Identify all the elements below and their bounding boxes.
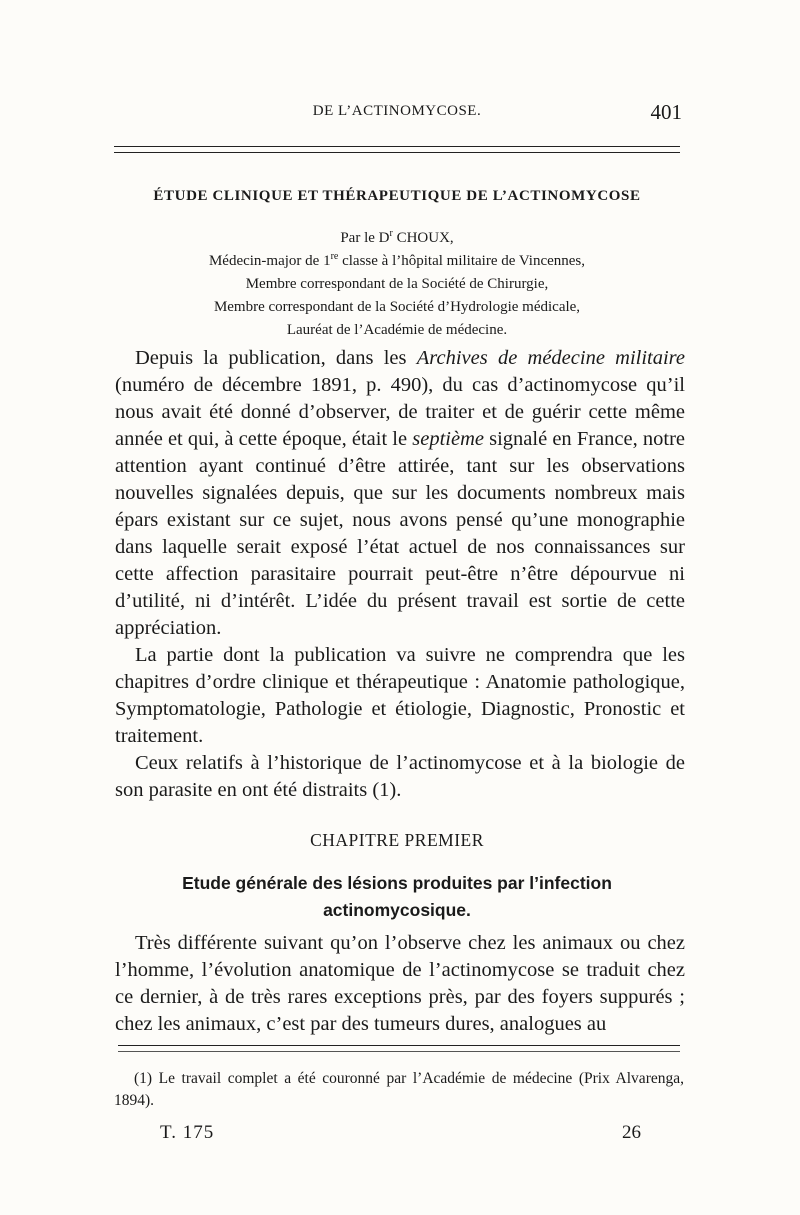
- page-number: 401: [650, 100, 682, 124]
- paragraph: Très différente suivant qu’on l’observe chez les animaux ou chez l’homme, l’évolution anatomique de l’actinomycose se traduit chez ce dernier, à de très rares exceptions près, par des foyers suppurés ; chez les animaux, c’est par des tumeurs dures, analogues au: [115, 932, 685, 1035]
- footnote-rule: [118, 1045, 680, 1046]
- intro-text: [115, 345, 685, 804]
- gathering-number: 26: [622, 1122, 641, 1143]
- paragraph: Ceux relatifs à l’historique de l’actinomycose et à la biologie de son parasite en ont été distraits (1).: [115, 752, 685, 801]
- chapter-text: [115, 930, 685, 1038]
- header-rule-bottom: [114, 152, 680, 153]
- emphasis: septième: [412, 428, 484, 450]
- running-head: [112, 100, 682, 129]
- credential-text: Médecin-major de 1: [208, 253, 331, 269]
- byline: [112, 227, 682, 250]
- signature-mark: T. 175: [160, 1122, 215, 1143]
- chapter-heading: CHAPITRE PREMIER: [310, 830, 484, 850]
- credential-sup: re: [330, 251, 339, 262]
- paragraph: Depuis la publication, dans les Archives de médecine militaire (numéro de décembre 1891, p. 490), du cas d’actinomycose qu’il nous avait été donné d’observer, de traiter et de guérir cette même année et qui, à cette époque, était le septième signalé en France, notre attention ayant continué d’être attirée, tant sur les observations nouvelles signalées depuis, que sur les documents nombreux mais épars existant sur ce sujet, nous avons pensé qu’une monographie dans laquelle serait exposé l’état actuel de nos connaissances sur cette affection parasitaire pourrait peut-être n’être dépourvue ni d’utilité, ni d’intérêt. L’idée du présent travail est sortie de cette appréciation.: [115, 347, 685, 639]
- journal-title: Archives de médecine militaire: [416, 347, 685, 369]
- footnote: (1) Le travail complet a été couronné par l’Académie de médecine (Prix Alvarenga, 1894).: [114, 1070, 684, 1109]
- author-block: [112, 227, 682, 342]
- section-title: Etude générale des lésions produites par l’infection actinomycosique.: [182, 873, 612, 920]
- author-name: CHOUX,: [392, 230, 454, 246]
- running-title: DE L’ACTINOMYCOSE.: [312, 103, 482, 119]
- credential-line: [112, 250, 682, 273]
- credential-line: Membre correspondant de la Société de Chirurgie,: [245, 276, 549, 292]
- credential-line: Lauréat de l’Académie de médecine.: [286, 322, 508, 338]
- footnote-rule-thin: [118, 1051, 680, 1052]
- header-rule-top: [114, 146, 680, 147]
- credential-line: Membre correspondant de la Société d’Hydrologie médicale,: [213, 299, 581, 315]
- article-title: ÉTUDE CLINIQUE ET THÉRAPEUTIQUE DE L’ACTINOMYCOSE: [153, 188, 641, 204]
- byline-prefix: Par le D: [340, 230, 390, 246]
- byline-sup: r: [389, 228, 393, 239]
- paragraph: La partie dont la publication va suivre ne comprendra que les chapitres d’ordre clinique et thérapeutique : Anatomie pathologique, Symptomatologie, Pathologie et étiologie, Diagnostic, Pronostic et traitement.: [115, 644, 685, 747]
- credential-text: classe à l’hôpital militaire de Vincennes,: [338, 253, 586, 269]
